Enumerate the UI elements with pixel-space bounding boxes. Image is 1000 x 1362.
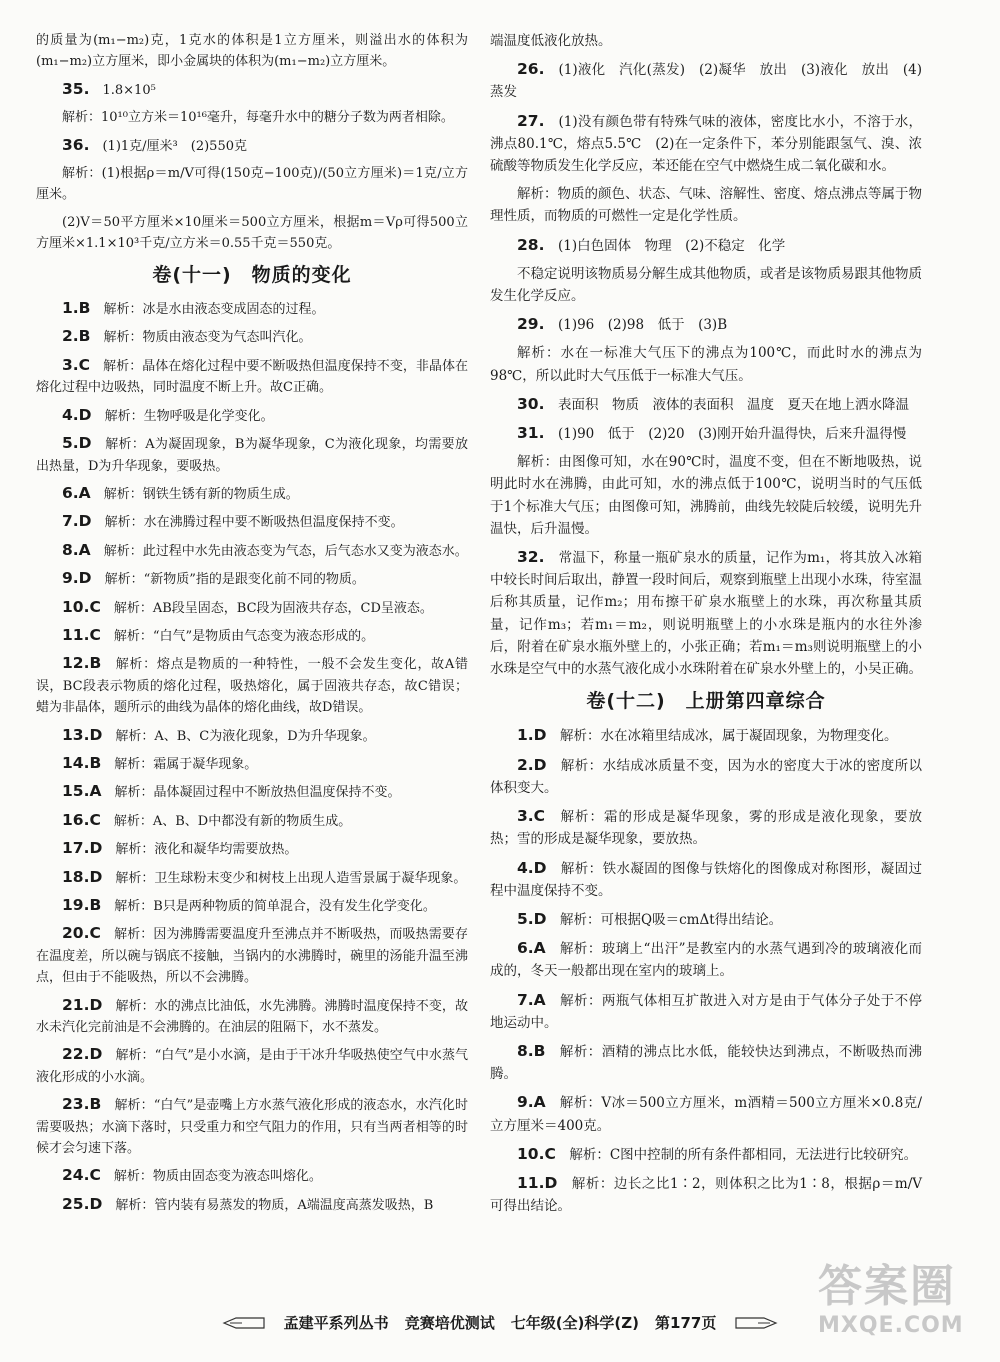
answer-text: 解析：B只是两种物质的简单混合，没有发生化学变化。	[114, 899, 436, 914]
answer-text: 解析：“新物质”指的是跟变化前不同的物质。	[104, 572, 365, 588]
answer-item	[490, 342, 922, 386]
answer-number: 25.D	[62, 1194, 103, 1213]
answer-number: 5.D	[62, 434, 92, 453]
answer-number: 4.D	[62, 405, 92, 424]
answer-text: 不稳定说明该物质易分解生成其他物质，或者是该物质易跟其他物质发生化学反应。	[490, 265, 922, 305]
answer-text: (1)白色固体 物理 (2)不稳定 化学	[557, 237, 786, 254]
left-ornament-icon	[222, 1316, 266, 1330]
answer-number: 10.C	[517, 1144, 556, 1163]
answer-item	[36, 405, 468, 427]
answer-number: 7.A	[517, 990, 546, 1009]
footer-grade: 七年级(全)科学(Z)	[510, 1313, 640, 1332]
answer-item	[490, 110, 922, 178]
answer-item	[36, 298, 468, 320]
answer-item	[36, 895, 468, 917]
answer-number: 5.D	[517, 909, 547, 928]
answer-number: 16.C	[62, 810, 101, 829]
answer-text: 解析：C图中控制的所有条件都相同，无法进行比较研究。	[569, 1146, 918, 1163]
answer-item	[36, 1194, 468, 1216]
answer-number: 3.C	[62, 355, 91, 374]
answer-text: 解析：由图像可知，水在90℃时，温度不变，但在不断地吸热，说明此时水在沸腾，由此可知，水的沸点低于100℃，说明当时的气压低于1个标准大气压；由图像可知，沸腾前，曲线先较陡后较缓，说明先升温快，后升温慢。	[490, 454, 922, 537]
answer-item	[490, 183, 922, 227]
answer-text: (1)没有颜色带有特殊气味的液体，密度比水小，不溶于水，沸点80.1℃，熔点5.5℃ (2)在一定条件下，苯分别能跟氢气、溴、浓硫酸等物质发生化学反应，苯还能在空气中燃烧生成二氧化碳和水。	[490, 113, 923, 175]
answer-text: (1)1克/厘米³ (2)550克	[102, 138, 247, 154]
answer-text: 解析：钢铁生锈有新的物质生成。	[103, 486, 299, 502]
answer-number: 23.B	[62, 1095, 102, 1114]
answer-item	[36, 326, 468, 348]
answer-item	[36, 781, 468, 803]
answer-number: 27.	[517, 111, 545, 130]
answer-text: 的质量为(m₁−m₂)克，1克水的体积是1立方厘米，则溢出水的体积为(m₁−m₂)立方厘米，即小金属块的体积为(m₁−m₂)立方厘米。	[36, 33, 468, 70]
answer-text: 解析：生物呼吸是化学变化。	[104, 408, 274, 424]
answer-text: 解析：A、B、C为液化现象，D为升华现象。	[115, 728, 376, 744]
answer-number: 32.	[517, 548, 545, 567]
answer-number: 1.D	[517, 726, 547, 745]
answer-item	[490, 805, 922, 850]
answer-number: 13.D	[62, 725, 103, 744]
answer-text: 解析：霜的形成是凝华现象，雾的形成是液化现象，要放热；雪的形成是凝华现象，要放热。	[490, 809, 923, 848]
answer-number: 3.C	[517, 807, 546, 826]
answer-text: (1)90 低于 (2)20 (3)刚开始升温得快，后来升温得慢	[557, 426, 907, 443]
answer-item	[36, 163, 468, 206]
page-footer	[180, 1305, 820, 1341]
answer-number: 7.D	[62, 512, 92, 531]
answer-text: 解析：物质由固态变为液态叫熔化。	[113, 1169, 322, 1185]
answer-item	[36, 483, 468, 505]
right-ornament-icon	[734, 1316, 778, 1330]
answer-item	[36, 30, 468, 73]
answer-number: 17.D	[62, 839, 103, 858]
footer-page-number: 第177页	[655, 1313, 717, 1332]
answer-item	[36, 355, 468, 399]
left-column	[36, 30, 468, 1222]
answer-text: 解析：晶体在熔化过程中要不断吸热但温度保持不变，非晶体在熔化过程中边吸热，同时温度不断上升。故C正确。	[36, 358, 468, 396]
answer-number: 29.	[517, 315, 545, 334]
answer-number: 26.	[517, 60, 545, 79]
answer-number: 6.A	[62, 483, 91, 502]
answer-item	[490, 989, 922, 1034]
answer-item	[490, 58, 922, 103]
answer-text: 端温度低液化放热。	[490, 33, 612, 49]
answer-item	[490, 422, 922, 445]
answer-text: 解析：“白气”是物质由气态变为液态形成的。	[113, 628, 375, 644]
section-heading: 卷(十二) 上册第四章综合	[586, 690, 826, 713]
answer-item	[36, 725, 468, 747]
answer-number: 21.D	[62, 995, 103, 1014]
answer-number: 9.D	[62, 569, 92, 588]
answer-item	[36, 810, 468, 832]
answer-text: 解析：(1)根据ρ＝m/V可得(150克−100克)/(50立方厘米)＝1克/立方厘米。	[36, 166, 468, 203]
answer-item	[36, 923, 468, 988]
answer-number: 28.	[517, 235, 545, 254]
answer-item	[36, 135, 468, 157]
answer-item	[36, 511, 468, 533]
answer-item	[490, 1040, 922, 1085]
answer-text: (1)96 (2)98 低于 (3)B	[557, 317, 728, 334]
answer-number: 12.B	[62, 654, 102, 673]
answer-text: 解析：熔点是物质的一种特性，一般不会发生变化，故A错误，BC段表示物质的熔化过程，吸热熔化，属于固液共存态，故C错误；蜡为非晶体，题所示的曲线为晶体的熔化曲线，故D错误。	[36, 657, 468, 716]
answer-item	[490, 724, 922, 747]
answer-text: 解析：晶体凝固过程中不断放热但温度保持不变。	[114, 785, 401, 801]
answer-number: 9.A	[517, 1093, 546, 1112]
answer-number: 30.	[517, 394, 545, 413]
answer-text: 1.8×10⁵	[102, 82, 156, 98]
answer-text: 解析：两瓶气体相互扩散进入对方是由于气体分子处于不停地运动中。	[490, 992, 923, 1031]
answer-item	[490, 1172, 922, 1217]
answer-text: 解析：水在一标准大气压下的沸点为100℃，而此时水的沸点为98℃，所以此时大气压低于一标准大气压。	[490, 345, 922, 384]
answer-text: 解析：10¹⁰立方米＝10¹⁶毫升，每毫升水中的糖分子数为两者相除。	[62, 110, 454, 126]
answer-number: 19.B	[62, 896, 102, 914]
answer-item	[36, 625, 468, 647]
answer-text: 解析：“白气”是小水滴，是由于干冰升华吸热使空气中水蒸气液化形成的小水滴。	[36, 1048, 468, 1085]
answer-text: 解析：水结成冰质量不变，因为水的密度大于冰的密度所以体积变大。	[490, 757, 923, 796]
answer-item	[490, 857, 922, 902]
answer-item	[36, 540, 468, 562]
answer-text: 解析：铁水凝固的图像与铁熔化的图像成对称图形，凝固过程中温度保持不变。	[490, 860, 923, 899]
answer-text: 解析：冰是水由液态变成固态的过程。	[103, 302, 325, 318]
answer-item	[490, 754, 922, 799]
answer-item	[490, 30, 922, 52]
answer-number: 1.B	[62, 299, 91, 318]
answer-item	[36, 1094, 468, 1159]
answer-text: (1)液化 汽化(蒸发) (2)凝华 放出 (3)液化 放出 (4)蒸发	[490, 62, 923, 101]
answer-item	[36, 212, 468, 255]
footer-book: 竞赛培优测试	[404, 1313, 495, 1332]
answer-item	[36, 1044, 468, 1088]
answer-item	[36, 1165, 468, 1187]
answer-text: 表面积 物质 液体的表面积 温度 夏天在地上洒水降温	[557, 396, 909, 413]
answer-text: 解析：此过程中水先由液态变为气态，后气态水又变为液态水。	[103, 543, 468, 559]
answer-number: 2.D	[517, 755, 547, 774]
answer-text: 解析：A为凝固现象，B为凝华现象，C为液化现象，均需要放出热量，D为升华现象，要吸热。	[36, 437, 468, 474]
answer-number: 35.	[62, 79, 90, 98]
right-column	[490, 30, 922, 1223]
answer-number: 2.B	[62, 327, 91, 346]
answer-number: 18.D	[62, 867, 103, 886]
answer-text: 解析：水的沸点比油低，水先沸腾。沸腾时温度保持不变，故水未汽化完前油是不会沸腾的。在油层的阻隔下，水不蒸发。	[36, 998, 468, 1036]
answer-number: 22.D	[62, 1045, 103, 1064]
answer-text: 解析：V冰＝500立方厘米，m酒精＝500立方厘米×0.8克/立方厘米＝400克。	[490, 1095, 923, 1134]
answer-number: 10.C	[62, 597, 101, 616]
answer-number: 15.A	[62, 782, 102, 801]
answer-text: (2)V＝50平方厘米×10厘米＝500立方厘米，根据m＝Vρ可得500立方厘米×1.1×10³千克/立方米＝0.55千克＝550克。	[36, 214, 468, 252]
answer-item	[490, 937, 922, 982]
answer-text: 解析：管内装有易蒸发的物质，A端温度高蒸发吸热，B	[115, 1197, 434, 1213]
answer-item	[36, 753, 468, 775]
answer-item	[36, 597, 468, 619]
answer-number: 20.C	[62, 924, 101, 943]
answer-number: 14.B	[62, 753, 102, 772]
watermark-logo	[818, 1262, 988, 1352]
answer-item	[36, 838, 468, 860]
answer-text: 解析：物质的颜色、状态、气味、溶解性、密度、熔点沸点等属于物理性质，而物质的可燃性一定是化学性质。	[490, 186, 922, 225]
answer-item	[36, 653, 468, 718]
answer-text: 解析：A、B、D中都没有新的物质生成。	[113, 813, 352, 829]
answer-text: 解析：卫生球粉末变少和树枝上出现人造雪景属于凝华现象。	[115, 870, 467, 886]
answer-item	[490, 313, 922, 336]
answer-text: 解析：边长之比1∶2，则体积之比为1∶8，根据ρ＝m/V可得出结论。	[490, 1175, 922, 1215]
footer-series: 孟建平系列丛书	[283, 1313, 389, 1332]
answer-item	[36, 433, 468, 477]
answer-item	[36, 79, 468, 101]
answer-text: 解析：物质由液态变为气态叫汽化。	[103, 330, 312, 346]
answer-text: 解析：水在沸腾过程中要不断吸热但温度保持不变。	[104, 515, 404, 531]
answer-number: 8.A	[62, 540, 91, 559]
answer-text: 常温下，称量一瓶矿泉水的质量，记作为m₁，将其放入冰箱中较长时间后取出，静置一段时间后，观察到瓶壁上出现小水珠，待室温后称其质量，记作m₂；用布擦干矿泉水瓶壁上的水珠，再次称量其质量，记作m₃；若m₁＝m₂，则说明瓶壁上的小水珠是瓶内的水往外渗后，附着在矿泉水瓶外壁上的，小张正确；若m₁＝m₃则说明瓶壁上的小水珠是空气中的水蒸气液化成小水珠附着在矿泉水外壁上的，小吴正确。	[490, 550, 923, 678]
watermark-en: MXQE.COM	[818, 1313, 964, 1338]
answer-number: 31.	[517, 424, 545, 443]
answer-item	[36, 107, 468, 128]
answer-text: 解析：“白气”是壶嘴上方水蒸气液化形成的液态水，水汽化时需要吸热；水滴下落时，只受重力和空气阻力的作用，只有当两者相等的时候才会匀速下落。	[36, 1098, 468, 1157]
answer-number: 6.A	[517, 939, 546, 958]
answer-item	[490, 1091, 922, 1136]
answer-text: 解析：因为沸腾需要温度升至沸点并不断吸热，而吸热需要存在温度差，所以碗与锅底不接触，当锅内的水沸腾时，碗里的汤能升温至沸点，但由于不能吸热，所以不会沸腾。	[36, 927, 468, 986]
answer-number: 24.C	[62, 1166, 101, 1185]
answer-text: 解析：酒精的沸点比水低，能较快达到沸点，不断吸热而沸腾。	[490, 1043, 923, 1083]
answer-item	[490, 393, 922, 416]
answer-number: 11.D	[517, 1173, 558, 1192]
answer-number: 8.B	[517, 1041, 546, 1060]
answer-text: 解析：可根据Q吸＝cmΔt得出结论。	[560, 911, 783, 928]
answer-text: 解析：液化和凝华均需要放热。	[115, 842, 298, 858]
answer-item	[490, 1143, 922, 1166]
answer-item	[490, 451, 922, 540]
answer-item	[490, 546, 922, 680]
answer-item	[490, 908, 922, 931]
answer-text: 解析：霜属于凝华现象。	[114, 756, 258, 772]
answer-item	[36, 867, 468, 889]
answer-text: 解析：AB段呈固态，BC段为固液共存态，CD呈液态。	[113, 600, 433, 616]
answer-item	[36, 568, 468, 590]
answer-number: 4.D	[517, 858, 547, 877]
answer-item	[36, 995, 468, 1039]
answer-text: 解析：水在冰箱里结成冰，属于凝固现象，为物理变化。	[560, 728, 898, 745]
answer-text: 解析：玻璃上“出汗”是教室内的水蒸气遇到冷的玻璃液化而成的，冬天一般都出现在室内的玻璃上。	[490, 941, 922, 980]
answer-number: 11.C	[62, 625, 101, 644]
answer-item	[490, 263, 922, 307]
answer-number: 36.	[62, 135, 90, 154]
answer-item	[490, 234, 922, 257]
section-heading: 卷(十一) 物质的变化	[152, 263, 352, 286]
watermark-cn: 答案圈	[818, 1261, 956, 1312]
